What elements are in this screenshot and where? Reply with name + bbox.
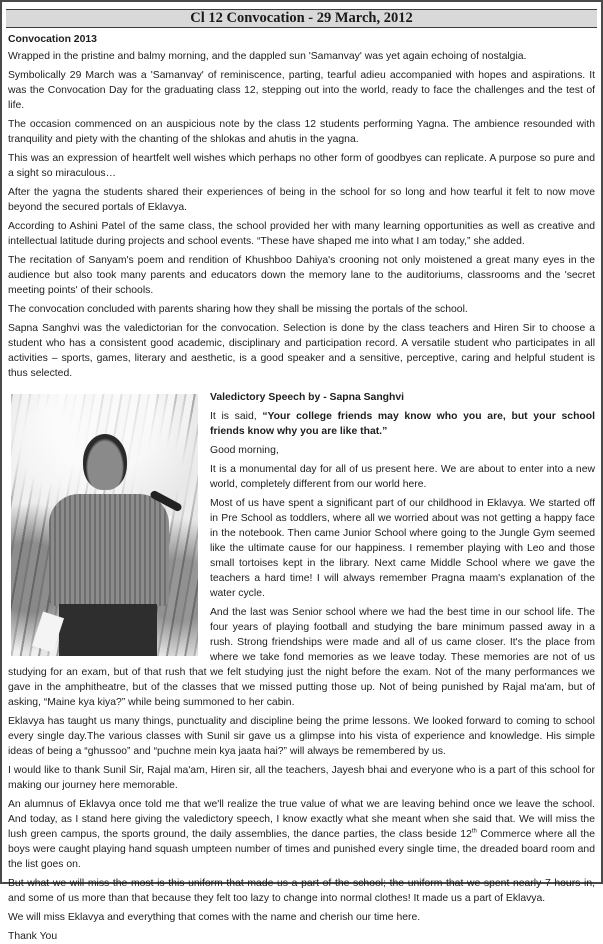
ordinal-suffix: th bbox=[471, 828, 477, 835]
alumnus-text-part1: An alumnus of Eklavya once told me that we'll realize the true value of what we are leaving behind once we leave the school. And today, as I stand here giving the valedictory speech, I know exactly what she meant when she said that. We will miss the lush green campus, the sports ground, the daily assemblies, the dance parties, the class beside 12 bbox=[8, 799, 595, 840]
page-title: Cl 12 Convocation - 29 March, 2012 bbox=[6, 9, 597, 28]
speech-paragraph: But what we will miss the most is this uniform that made us a part of the school; the uniform that we spent nearly 7 hours in, and some of us more than that because they felt too lazy to change into normal clothes! It made us a part of Eklavya. bbox=[8, 878, 595, 904]
article-body bbox=[2, 28, 601, 944]
speech-paragraph: And the last was Senior school where we had the best time in our school life. The four years of playing football and studying the bare minimum passed away in a rush. Strong friendships were made and all of us came closer. It's the place from where we take fond memories as we leave today. These memories are not of us studying for an exam, but of that rush that we felt studying just the night before the exam. Not of the many performances we gave in the amphitheatre, but of the classes that we missed putting those up. Not of being punished by Rajal ma'am, but of asking, “Maine kya kiya?” while being summoned to her cabin. bbox=[8, 607, 595, 708]
speech-paragraph-alumnus bbox=[8, 797, 595, 872]
photo-student-shirt bbox=[49, 494, 169, 606]
speech-heading: Valedictory Speech by - Sapna Sanghvi bbox=[210, 392, 405, 403]
speech-signoff: Thank You bbox=[8, 931, 58, 942]
alumnus-text-part2: Commerce where all the boys were caught playing hand squash umpteen number of times and punished every single time, the dreaded board room and the list goes on. bbox=[8, 829, 595, 870]
photo-student-head bbox=[83, 434, 127, 490]
article-paragraph: After the yagna the students shared their experiences of being in the school for so long and how tearful it felt to now move beyond the secured portals of Eklavya. bbox=[8, 187, 595, 213]
speech-paragraph: We will miss Eklavya and everything that comes with the name and cherish our time here. bbox=[8, 912, 421, 923]
valedictorian-photo bbox=[11, 394, 198, 656]
speech-paragraph: I would like to thank Sunil Sir, Rajal ma'am, Hiren sir, all the teachers, Jayesh bhai and everyone who is a part of this school for making our journey here memorable. bbox=[8, 765, 595, 791]
speech-paragraph: Most of us have spent a significant part of our childhood in Eklavya. We started off in Pre School as toddlers, where all we worried about was not getting a happy face in the notebook. Then came Junior School where going to the Jungle Gym seemed like the ultimate cause for our happiness. I remember playing with Leo and those small tortoises kept in the library. Next came Middle School where we gave the teachers a hard time! I will always remember Pragna maam's explanation of the water cycle. bbox=[210, 498, 595, 599]
article-paragraph: This was an expression of heartfelt well wishes which perhaps no other form of goodbyes can replicate. A purpose so pure and a sight so miraculous… bbox=[8, 153, 595, 179]
speech-quote-text: “Your college friends may know who you are, but your school friends know why you are like that.” bbox=[210, 411, 596, 437]
speech-greeting: Good morning, bbox=[210, 445, 279, 456]
article-paragraph: The occasion commenced on an auspicious note by the class 12 students performing Yagna. The ambience resounded with tranquility and piety with the chanting of the shlokas and ahutis in the yagna. bbox=[8, 119, 595, 145]
speech-paragraph: It is a monumental day for all of us present here. We are about to enter into a new world, completely different from our world here. bbox=[210, 464, 595, 490]
article-paragraph: According to Ashini Patel of the same class, the school provided her with many learning opportunities as well as creative and intellectual latitude during projects and school events. “These have shaped me into what I am today,” she added. bbox=[8, 221, 595, 247]
article-paragraph: Symbolically 29 March was a 'Samanvay' of reminiscence, parting, tearful adieu accompanied with hopes and aspirations. It was the Convocation Day for the graduating class 12, stepping out into the world, ready to face the challenges and the test of life. bbox=[8, 70, 595, 111]
article-paragraph: The convocation concluded with parents sharing how they shall be missing the portals of the school. bbox=[8, 304, 468, 315]
photo-student-skirt bbox=[59, 604, 157, 656]
speech-paragraph: Eklavya has taught us many things, punctuality and discipline being the prime lessons. We looked forward to coming to school every single day.The various classes with Sunil sir gave us a glimpse into his vista of experience and knowledge. His simple ideas of being a “ghussoo” and “puchne mein kya jaata hai?” will always be remembered by us. bbox=[8, 716, 595, 757]
article-paragraph: Wrapped in the pristine and balmy morning, and the dappled sun 'Samanvay' was yet again echoing of nostalgia. bbox=[8, 51, 527, 62]
article-paragraph: The recitation of Sanyam's poem and rendition of Khushboo Dahiya's crooning not only moistened a great many eyes in the audience but also took many parents and educators down the memory lane to the auditoriums, classrooms and the 'secret meeting points' of their schools. bbox=[8, 255, 595, 296]
speech-quote-intro: It is said, bbox=[210, 411, 263, 422]
article-paragraph: Sapna Sanghvi was the valedictorian for the convocation. Selection is done by the class teachers and Hiren Sir to choose a student who has a consistent good academic, disciplinary and participation record. A versatile student who participates in all activities – sports, games, literary and aesthetic, is a good speaker and a sensitive, perceptive, caring and helpful student is thus selected. bbox=[8, 323, 595, 379]
article-heading: Convocation 2013 bbox=[8, 34, 97, 45]
